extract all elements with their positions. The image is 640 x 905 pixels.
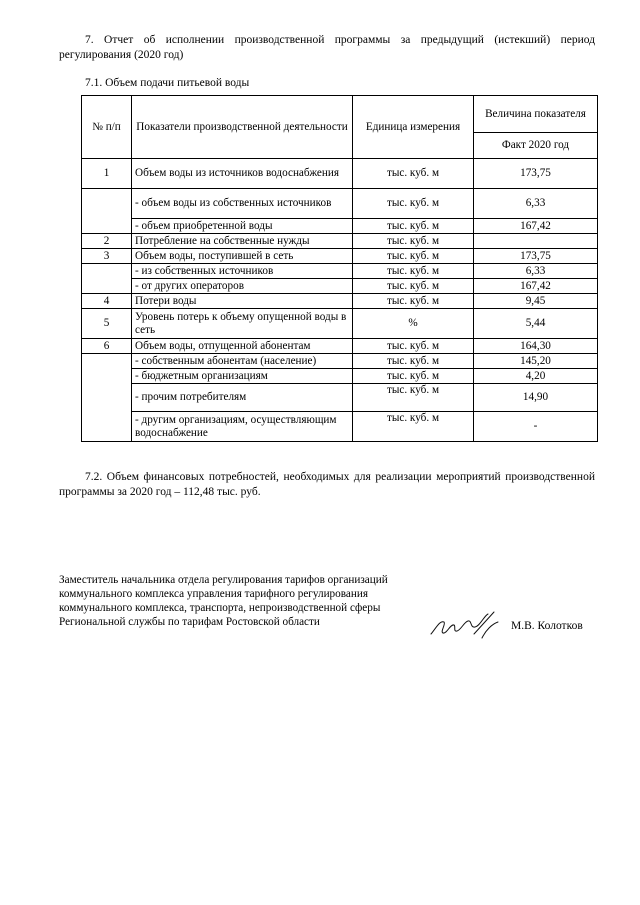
row-unit: тыс. куб. м [353,354,474,369]
row-num: 2 [82,234,132,249]
row-value: 5,44 [474,309,598,339]
row-name: - бюджетным организациям [132,369,353,384]
row-name: Потребление на собственные нужды [132,234,353,249]
row-num-empty [82,264,132,294]
row-name: - прочим потребителям [132,384,353,412]
row-name: - объем приобретенной воды [132,219,353,234]
section-7-2-text: 7.2. Объем финансовых потребностей, необходимых для реализации мероприятий производственной программы за 2020 год – 112,48 тыс. руб. [59,471,595,498]
table-row [82,369,598,384]
table-row [82,294,598,309]
row-unit: тыс. куб. м [353,384,474,412]
row-unit: тыс. куб. м [353,189,474,219]
table-row [82,384,598,412]
row-num: 5 [82,309,132,339]
row-num-empty [82,189,132,234]
table-row [82,234,598,249]
row-unit: тыс. куб. м [353,219,474,234]
row-value: 9,45 [474,294,598,309]
row-value: 145,20 [474,354,598,369]
row-value: 164,30 [474,339,598,354]
row-value: 167,42 [474,219,598,234]
signer-name: М.В. Колотков [511,620,583,632]
header-fact: Факт 2020 год [474,133,598,159]
table-row [82,339,598,354]
row-unit: тыс. куб. м [353,279,474,294]
row-unit: тыс. куб. м [353,294,474,309]
section-7-1-title: 7.1. Объем подачи питьевой воды [85,77,250,89]
row-value: 167,42 [474,279,598,294]
row-value: 4,20 [474,369,598,384]
table-row [82,264,598,279]
row-unit: тыс. куб. м [353,234,474,249]
row-value: 6,33 [474,189,598,219]
row-value [474,234,598,249]
row-num: 1 [82,159,132,189]
row-unit: тыс. куб. м [353,369,474,384]
row-name: Уровень потерь к объему опущенной воды в сеть [132,309,353,339]
header-indicator: Показатели производственной деятельности [132,96,353,159]
table-row [82,249,598,264]
row-num: 4 [82,294,132,309]
table-row [82,354,598,369]
row-value: - [474,412,598,442]
table-row [82,219,598,234]
row-name: - от других операторов [132,279,353,294]
signer-position-line-3: коммунального комплекса, транспорта, непроизводственной сферы [59,602,381,614]
row-value: 6,33 [474,264,598,279]
row-unit: тыс. куб. м [353,264,474,279]
row-num-empty [82,354,132,442]
table-row [82,412,598,442]
row-unit: тыс. куб. м [353,249,474,264]
header-num: № п/п [82,96,132,159]
row-name: - другим организациям, осуществляющим водоснабжение [132,412,353,442]
row-name: - объем воды из собственных источников [132,189,353,219]
header-value: Величина показателя [474,96,598,133]
row-name: Потери воды [132,294,353,309]
row-unit: тыс. куб. м [353,412,474,442]
row-name: Объем воды, поступившей в сеть [132,249,353,264]
table-header-row [82,96,598,133]
row-num: 6 [82,339,132,354]
section-7-text: 7. Отчет об исполнении производственной программы за предыдущий (истекший) период регулирования (2020 год) [59,34,595,61]
row-unit: тыс. куб. м [353,339,474,354]
table-row [82,309,598,339]
handwritten-signature [428,608,500,644]
row-unit: % [353,309,474,339]
table-row [82,189,598,219]
row-value: 14,90 [474,384,598,412]
row-name: - собственным абонентам (население) [132,354,353,369]
row-value: 173,75 [474,159,598,189]
row-num: 3 [82,249,132,264]
signature-block [59,573,388,629]
water-supply-table [81,95,598,442]
header-unit: Единица измерения [353,96,474,159]
row-name: - из собственных источников [132,264,353,279]
signer-position-line-4: Региональной службы по тарифам Ростовской области [59,616,320,628]
row-name: Объем воды из источников водоснабжения [132,159,353,189]
table-row [82,279,598,294]
row-value: 173,75 [474,249,598,264]
row-name: Объем воды, отпущенной абонентам [132,339,353,354]
row-unit: тыс. куб. м [353,159,474,189]
signer-position-line-1: Заместитель начальника отдела регулирования тарифов организаций [59,574,388,586]
table-row [82,159,598,189]
signer-position-line-2: коммунального комплекса управления тарифного регулирования [59,588,368,600]
